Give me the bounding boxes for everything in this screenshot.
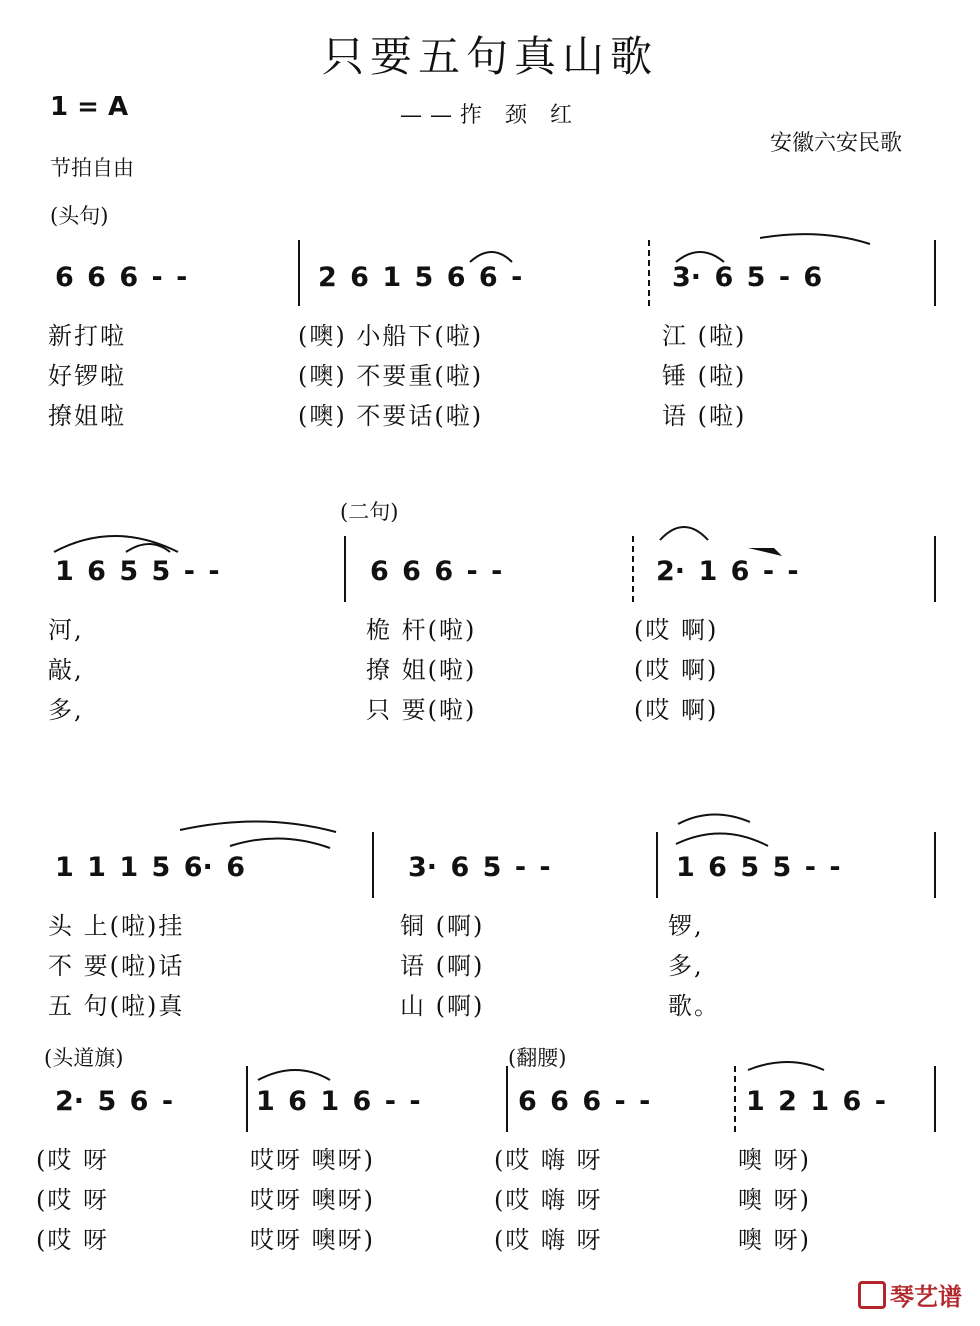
slur [748, 1062, 824, 1070]
lyric-text: 噢 呀) [738, 1226, 811, 1254]
lyric-text: (噢) 小船下(啦) [298, 322, 484, 350]
lyric-text: (哎 啊) [634, 616, 719, 644]
lyric-text: (噢) 不要重(啦) [298, 362, 484, 390]
logo-mark-icon [858, 1281, 886, 1309]
notes-measure: 1 6 5 5 - - [55, 556, 220, 587]
notes-measure: 1 1 1 5 6· 6 [55, 852, 245, 883]
notes-measure: 6 6 6 - - [55, 262, 188, 293]
slur [660, 527, 708, 540]
lyric-text: 撩姐啦 [48, 402, 126, 430]
lyric-text: 哎呀 噢呀) [250, 1226, 375, 1254]
lyric-text: 噢 呀) [738, 1186, 811, 1214]
slur [676, 252, 724, 262]
lyric-text: 铜 (啊) [400, 912, 485, 940]
lyric-text: 哎呀 噢呀) [250, 1146, 375, 1174]
song-title: 只要五句真山歌 [321, 32, 658, 81]
watermark-text: 琴艺谱 [890, 1283, 962, 1311]
slur [180, 821, 336, 832]
notes-measure: 3· 6 5 - 6 [672, 262, 823, 293]
lyric-text: 锤 (啦) [662, 362, 747, 390]
notes-measure: 6 6 6 - - [370, 556, 503, 587]
lyric-text: 哎呀 噢呀) [250, 1186, 375, 1214]
lyric-text: 多, [668, 952, 704, 980]
notes-measure: 1 6 1 6 - - [256, 1086, 421, 1117]
lyric-text: 不 要(啦)话 [48, 952, 185, 980]
lyric-text: (噢) 不要话(啦) [298, 402, 484, 430]
lyric-text: 桅 杆(啦) [366, 616, 477, 644]
lyric-text: 歌。 [668, 992, 720, 1020]
lyric-text: 敲, [48, 656, 84, 684]
notes-measure: 6 6 6 - - [518, 1086, 651, 1117]
lyric-text: 头 上(啦)挂 [48, 912, 185, 940]
lyric-text: 山 (啊) [400, 992, 485, 1020]
lyric-text: 多, [48, 696, 84, 724]
notes-measure: 2 6 1 5 6 6 - [318, 262, 523, 293]
section-label: (翻腰) [508, 1046, 567, 1070]
lyric-text: (哎 啊) [634, 696, 719, 724]
lyric-text: (哎 嗨 呀 [494, 1226, 603, 1254]
lyric-text: 撩 姐(啦) [366, 656, 477, 684]
notes-measure: 1 6 5 5 - - [676, 852, 841, 883]
attribution: 安徽六安民歌 [770, 131, 903, 156]
lyric-text: 好锣啦 [48, 362, 126, 390]
lyric-text: 噢 呀) [738, 1146, 811, 1174]
watermark-logo [858, 1277, 962, 1312]
section-label: (头句) [50, 204, 109, 228]
slur [760, 234, 870, 244]
slur [676, 833, 768, 846]
lyric-text: (哎 嗨 呀 [494, 1146, 603, 1174]
slur [258, 1070, 330, 1080]
notes-measure: 3· 6 5 - - [408, 852, 551, 883]
slur [678, 814, 750, 824]
slur [230, 838, 330, 848]
lyric-text: (哎 呀 [36, 1146, 109, 1174]
lyric-text: 五 句(啦)真 [48, 992, 185, 1020]
subtitle: ——拃 颈 红 [400, 103, 580, 128]
section-label: (头道旗) [44, 1046, 124, 1070]
lyric-text: 新打啦 [48, 322, 126, 350]
lyric-text: 只 要(啦) [366, 696, 477, 724]
slur [470, 252, 512, 262]
notes-measure: 2· 1 6 - - [656, 556, 799, 587]
lyric-text: 锣, [668, 912, 704, 940]
lyric-text: (哎 呀 [36, 1186, 109, 1214]
tempo-marking: 节拍自由 [50, 156, 134, 180]
lyric-text: (哎 呀 [36, 1226, 109, 1254]
slur [54, 536, 178, 552]
lyric-text: (哎 嗨 呀 [494, 1186, 603, 1214]
lyric-text: 语 (啊) [400, 952, 485, 980]
lyric-text: (哎 啊) [634, 656, 719, 684]
lyric-text: 河, [48, 616, 84, 644]
slide-arrow [748, 548, 782, 556]
key-signature: 1 = A [50, 92, 129, 122]
notes-measure: 1 2 1 6 - [746, 1086, 886, 1117]
lyric-text: 江 (啦) [662, 322, 747, 350]
notes-measure: 2· 5 6 - [55, 1086, 174, 1117]
section-label: (二句) [340, 500, 399, 524]
lyric-text: 语 (啦) [662, 402, 747, 430]
